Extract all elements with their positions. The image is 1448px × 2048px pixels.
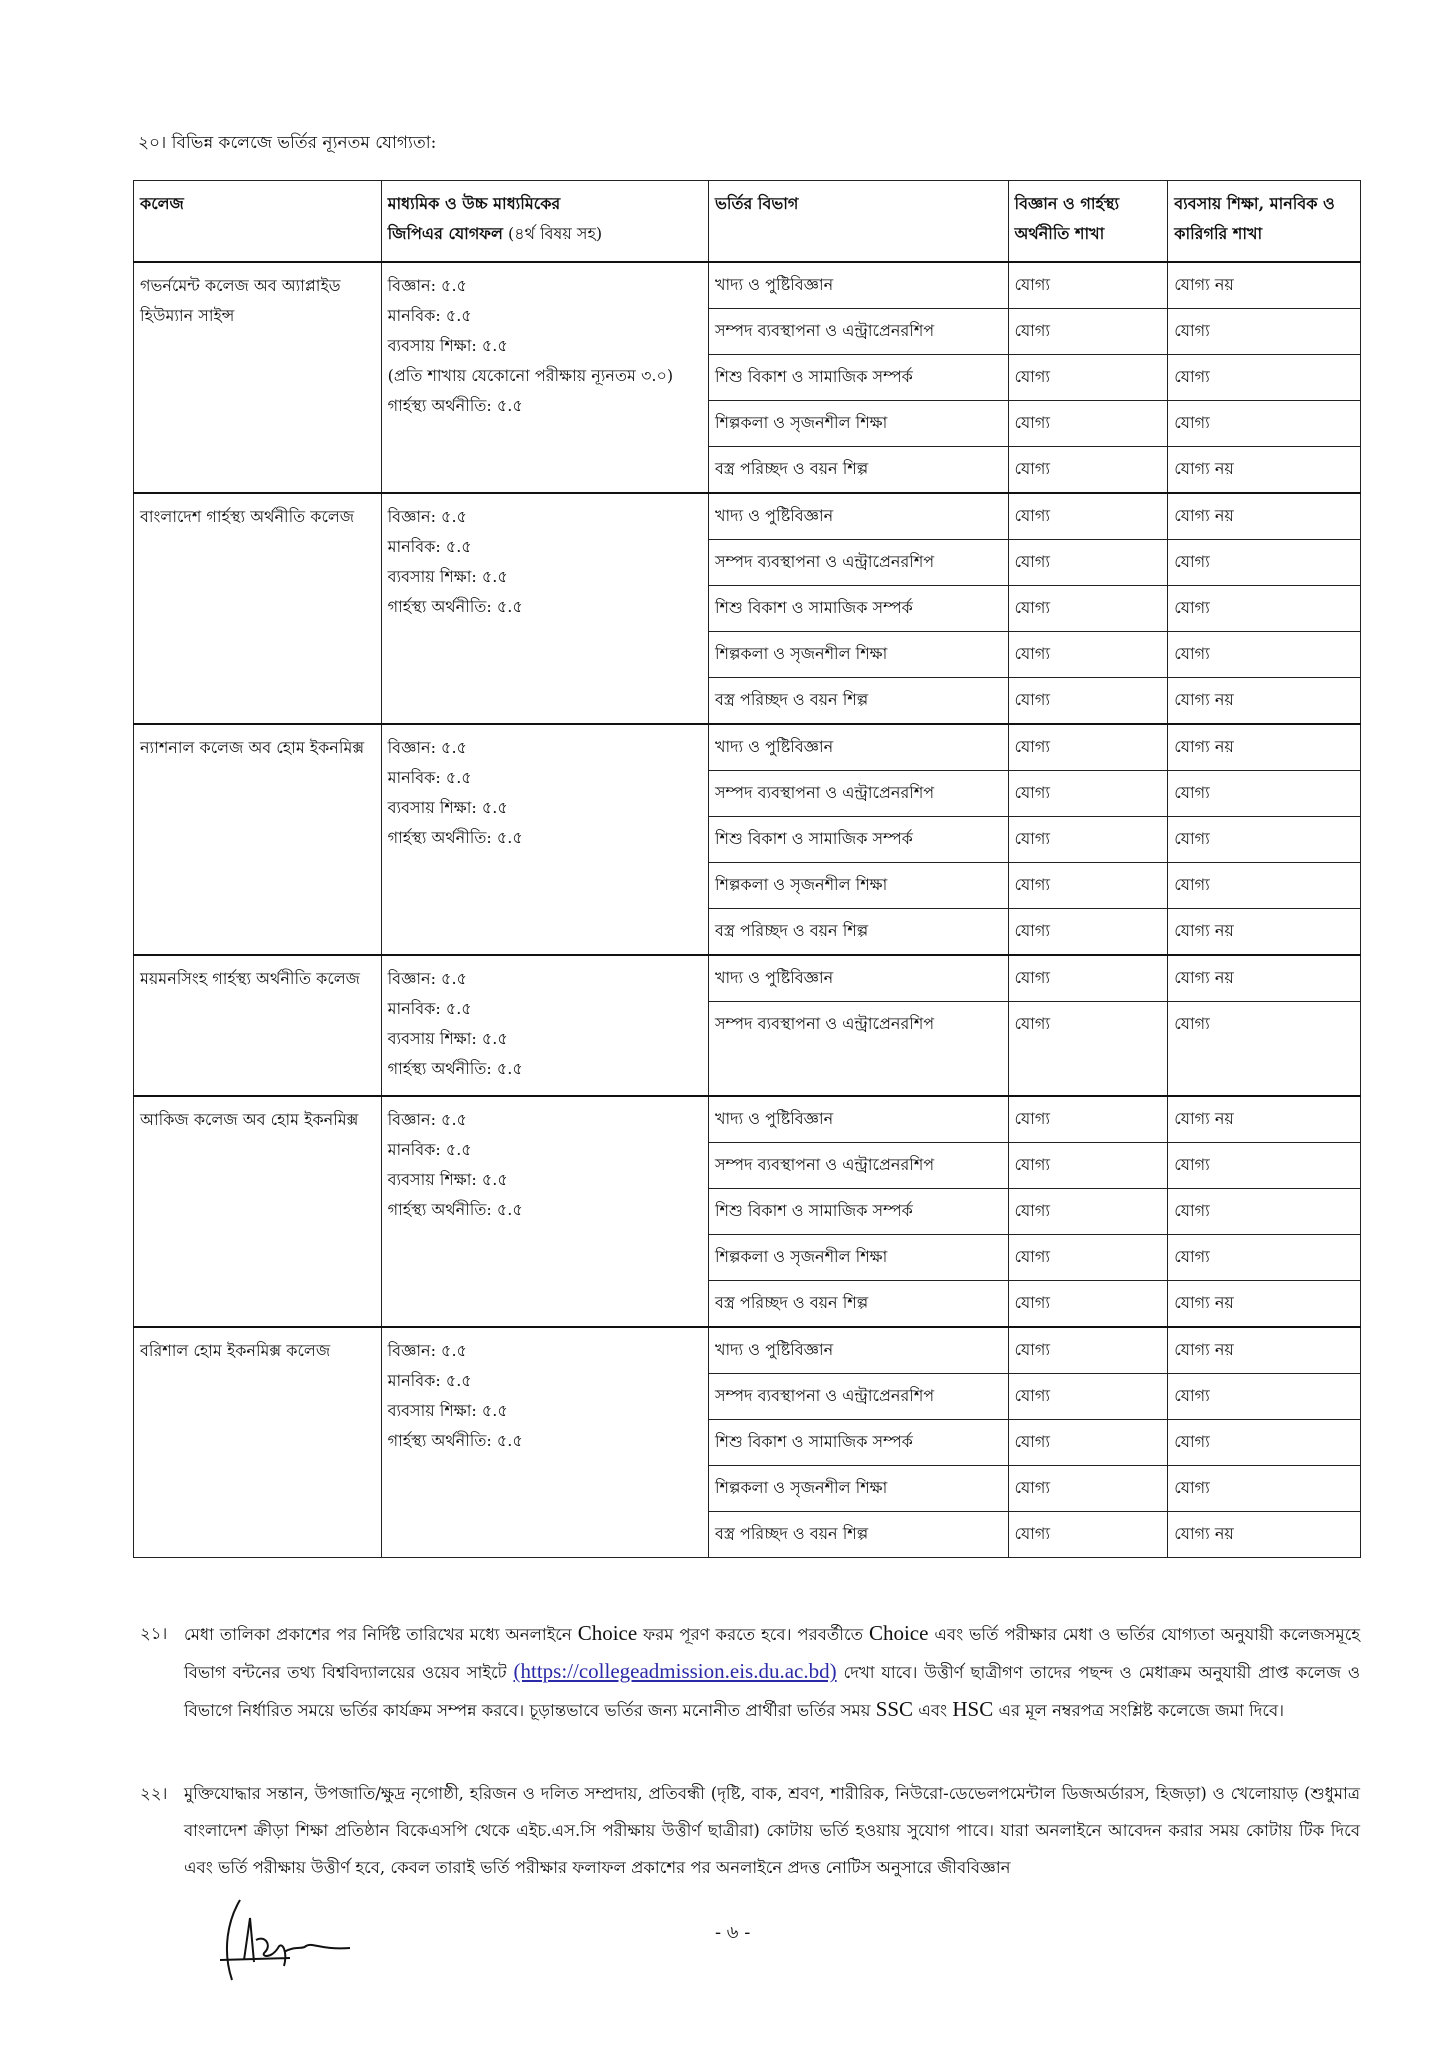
table-row: [134, 493, 1361, 540]
college-name: আকিজ কলেজ অব হোম ইকনমিক্স: [134, 1096, 382, 1327]
header-gpa-line1: মাধ্যমিক ও উচ্চ মাধ্যমিকের: [387, 194, 561, 213]
science-eligibility: যোগ্য: [1008, 1466, 1168, 1512]
department-name: শিল্পকলা ও সৃজনশীল শিক্ষা: [708, 863, 1008, 909]
section-21-text: এবং: [913, 1701, 953, 1720]
department-name: শিশু বিকাশ ও সামাজিক সম্পর্ক: [708, 355, 1008, 401]
department-name: শিশু বিকাশ ও সামাজিক সম্পর্ক: [708, 586, 1008, 632]
department-name: বস্ত্র পরিচ্ছদ ও বয়ন শিল্প: [708, 909, 1008, 956]
department-name: খাদ্য ও পুষ্টিবিজ্ঞান: [708, 1327, 1008, 1374]
department-name: সম্পদ ব্যবস্থাপনা ও এন্ট্রাপ্রেনরশিপ: [708, 540, 1008, 586]
gpa-line: গার্হস্থ্য অর্থনীতি: ৫.৫: [387, 597, 523, 616]
gpa-line: বিজ্ঞান: ৫.৫: [387, 969, 467, 988]
department-name: খাদ্য ও পুষ্টিবিজ্ঞান: [708, 1096, 1008, 1143]
section-22-body: মুক্তিযোদ্ধার সন্তান, উপজাতি/ক্ষুদ্র নৃগোষ্ঠী, হরিজন ও দলিত সম্প্রদায়, প্রতিবন্ধী (দৃষ্টি, বাক, শ্রবণ, শারীরিক, নিউরো-ডেভেলপমেন্টাল ডিজঅর্ডারস, হিজড়া) ও খেলোয়াড় (শুধুমাত্র বাংলাদেশ ক্রীড়া শিক্ষা প্রতিষ্ঠান বিকেএসপি থেকে এইচ.এস.সি পরীক্ষায় উত্তীর্ণ ছাত্রীরা) কোটায় ভর্তি হওয়ায় সুযোগ পাবে। যারা অনলাইনে আবেদন করার সময় কোটায় টিক দিবে এবং ভর্তি পরীক্ষায় উত্তীর্ণ হবে, কেবল তারাই ভর্তি পরীক্ষার ফলাফল প্রকাশের পর অনলাইনে প্রদত্ত নোটিস অনুসারে জীববিজ্ঞান: [184, 1784, 1360, 1877]
section-22-number: ২২।: [140, 1784, 168, 1803]
gpa-line: বিজ্ঞান: ৫.৫: [387, 276, 467, 295]
science-eligibility: যোগ্য: [1008, 1420, 1168, 1466]
choice-term: Choice: [868, 1621, 929, 1645]
other-eligibility: যোগ্য নয়: [1168, 1281, 1361, 1328]
table-row: [134, 262, 1361, 309]
science-eligibility: যোগ্য: [1008, 724, 1168, 771]
science-eligibility: যোগ্য: [1008, 955, 1168, 1002]
section-21-text: এর মূল নম্বরপত্র সংশ্লিষ্ট কলেজে জমা দিবে।: [993, 1701, 1285, 1720]
table-row: [134, 1327, 1361, 1374]
section-21-text: দেখা যাবে। উত্তীর্ণ ছাত্রীগণ তাদের পছন্দ ও মেধাক্রম অনুযায়ী প্রাপ্ত কলেজ ও বিভাগে নির্ধারিত সময়ে ভর্তির কার্যক্রম সম্পন্ন করবে। চূড়ান্তভাবে ভর্তির জন্য মনোনীত প্রার্থীরা ভর্তির সময়: [184, 1663, 1360, 1720]
table-header-row: [134, 181, 1361, 263]
science-eligibility: যোগ্য: [1008, 309, 1168, 355]
department-name: খাদ্য ও পুষ্টিবিজ্ঞান: [708, 955, 1008, 1002]
science-eligibility: যোগ্য: [1008, 632, 1168, 678]
other-eligibility: যোগ্য নয়: [1168, 678, 1361, 725]
science-eligibility: যোগ্য: [1008, 447, 1168, 494]
department-name: খাদ্য ও পুষ্টিবিজ্ঞান: [708, 493, 1008, 540]
choice-term: Choice: [577, 1621, 638, 1645]
other-eligibility: যোগ্য: [1168, 1143, 1361, 1189]
section-20-title: ২০। বিভিন্ন কলেজে ভর্তির ন্যূনতম যোগ্যতা:: [138, 133, 437, 153]
science-eligibility: যোগ্য: [1008, 1512, 1168, 1558]
header-gpa: [381, 181, 708, 263]
gpa-line: গার্হস্থ্য অর্থনীতি: ৫.৫: [387, 1431, 523, 1450]
department-name: সম্পদ ব্যবস্থাপনা ও এন্ট্রাপ্রেনরশিপ: [708, 771, 1008, 817]
eligibility-table: [133, 180, 1361, 1558]
science-eligibility: যোগ্য: [1008, 909, 1168, 956]
other-eligibility: যোগ্য: [1168, 1235, 1361, 1281]
science-eligibility: যোগ্য: [1008, 1327, 1168, 1374]
gpa-requirements: [381, 262, 708, 493]
table-row: [134, 955, 1361, 1002]
ssc-term: SSC: [875, 1697, 914, 1721]
department-name: বস্ত্র পরিচ্ছদ ও বয়ন শিল্প: [708, 447, 1008, 494]
gpa-line: ব্যবসায় শিক্ষা: ৫.৫: [387, 567, 508, 586]
gpa-line: গার্হস্থ্য অর্থনীতি: ৫.৫: [387, 1200, 523, 1219]
gpa-requirements: [381, 1096, 708, 1327]
department-name: বস্ত্র পরিচ্ছদ ও বয়ন শিল্প: [708, 1512, 1008, 1558]
science-eligibility: যোগ্য: [1008, 355, 1168, 401]
science-eligibility: যোগ্য: [1008, 262, 1168, 309]
other-eligibility: যোগ্য: [1168, 309, 1361, 355]
college-name: ন্যাশনাল কলেজ অব হোম ইকনমিক্স: [134, 724, 382, 955]
signature-icon: [210, 1890, 430, 1990]
science-eligibility: যোগ্য: [1008, 771, 1168, 817]
gpa-line: বিজ্ঞান: ৫.৫: [387, 1341, 467, 1360]
science-eligibility: যোগ্য: [1008, 678, 1168, 725]
header-department: ভর্তির বিভাগ: [708, 181, 1008, 263]
science-eligibility: যোগ্য: [1008, 1374, 1168, 1420]
department-name: সম্পদ ব্যবস্থাপনা ও এন্ট্রাপ্রেনরশিপ: [708, 309, 1008, 355]
gpa-requirements: [381, 724, 708, 955]
department-name: বস্ত্র পরিচ্ছদ ও বয়ন শিল্প: [708, 1281, 1008, 1328]
science-eligibility: যোগ্য: [1008, 1096, 1168, 1143]
other-eligibility: যোগ্য নয়: [1168, 955, 1361, 1002]
gpa-line: মানবিক: ৫.৫: [387, 306, 472, 325]
science-eligibility: যোগ্য: [1008, 863, 1168, 909]
header-gpa-line2: জিপিএর যোগফল: [387, 224, 503, 243]
section-21-body: [184, 1615, 1360, 1729]
other-eligibility: যোগ্য নয়: [1168, 909, 1361, 956]
other-eligibility: যোগ্য নয়: [1168, 447, 1361, 494]
other-eligibility: যোগ্য: [1168, 863, 1361, 909]
science-eligibility: যোগ্য: [1008, 1235, 1168, 1281]
gpa-line: ব্যবসায় শিক্ষা: ৫.৫: [387, 798, 508, 817]
department-name: শিশু বিকাশ ও সামাজিক সম্পর্ক: [708, 1420, 1008, 1466]
science-eligibility: যোগ্য: [1008, 1281, 1168, 1328]
header-other-branches: ব্যবসায় শিক্ষা, মানবিক ও কারিগরি শাখা: [1168, 181, 1361, 263]
section-21-number: ২১।: [140, 1624, 168, 1643]
table-body: [134, 262, 1361, 1558]
hsc-term: HSC: [952, 1697, 994, 1721]
department-name: খাদ্য ও পুষ্টিবিজ্ঞান: [708, 262, 1008, 309]
other-eligibility: যোগ্য নয়: [1168, 1096, 1361, 1143]
other-eligibility: যোগ্য: [1168, 817, 1361, 863]
gpa-requirements: [381, 955, 708, 1096]
gpa-line: ব্যবসায় শিক্ষা: ৫.৫: [387, 1170, 508, 1189]
gpa-line: ব্যবসায় শিক্ষা: ৫.৫: [387, 1029, 508, 1048]
table-row: [134, 1096, 1361, 1143]
other-eligibility: যোগ্য: [1168, 401, 1361, 447]
department-name: শিশু বিকাশ ও সামাজিক সম্পর্ক: [708, 817, 1008, 863]
other-eligibility: যোগ্য নয়: [1168, 262, 1361, 309]
other-eligibility: যোগ্য নয়: [1168, 493, 1361, 540]
section-21: [140, 1615, 1360, 1729]
other-eligibility: যোগ্য নয়: [1168, 724, 1361, 771]
gpa-line: ব্যবসায় শিক্ষা: ৫.৫: [387, 336, 508, 355]
department-name: শিল্পকলা ও সৃজনশীল শিক্ষা: [708, 1466, 1008, 1512]
department-name: বস্ত্র পরিচ্ছদ ও বয়ন শিল্প: [708, 678, 1008, 725]
other-eligibility: যোগ্য নয়: [1168, 1512, 1361, 1558]
science-eligibility: যোগ্য: [1008, 1002, 1168, 1097]
admission-website-link[interactable]: (https://collegeadmission.eis.du.ac.bd): [513, 1659, 837, 1683]
section-22: [140, 1775, 1360, 1886]
header-college: কলেজ: [134, 181, 382, 263]
other-eligibility: যোগ্য: [1168, 1002, 1361, 1097]
gpa-line: মানবিক: ৫.৫: [387, 768, 472, 787]
college-name: গভর্নমেন্ট কলেজ অব অ্যাপ্লাইড হিউম্যান সাইন্স: [134, 262, 382, 493]
other-eligibility: যোগ্য: [1168, 355, 1361, 401]
gpa-line: (প্রতি শাখায় যেকোনো পরীক্ষায় ন্যূনতম ৩.০): [387, 366, 674, 385]
department-name: শিল্পকলা ও সৃজনশীল শিক্ষা: [708, 632, 1008, 678]
college-name: বরিশাল হোম ইকনমিক্স কলেজ: [134, 1327, 382, 1558]
gpa-line: ব্যবসায় শিক্ষা: ৫.৫: [387, 1401, 508, 1420]
gpa-requirements: [381, 493, 708, 724]
gpa-line: বিজ্ঞান: ৫.৫: [387, 738, 467, 757]
science-eligibility: যোগ্য: [1008, 586, 1168, 632]
college-name: ময়মনসিংহ গার্হস্থ্য অর্থনীতি কলেজ: [134, 955, 382, 1096]
gpa-line: বিজ্ঞান: ৫.৫: [387, 507, 467, 526]
department-name: সম্পদ ব্যবস্থাপনা ও এন্ট্রাপ্রেনরশিপ: [708, 1002, 1008, 1097]
other-eligibility: যোগ্য: [1168, 1466, 1361, 1512]
gpa-line: মানবিক: ৫.৫: [387, 1371, 472, 1390]
science-eligibility: যোগ্য: [1008, 1189, 1168, 1235]
other-eligibility: যোগ্য: [1168, 1189, 1361, 1235]
gpa-line: গার্হস্থ্য অর্থনীতি: ৫.৫: [387, 828, 523, 847]
gpa-requirements: [381, 1327, 708, 1558]
gpa-line: মানবিক: ৫.৫: [387, 537, 472, 556]
other-eligibility: যোগ্য: [1168, 771, 1361, 817]
department-name: সম্পদ ব্যবস্থাপনা ও এন্ট্রাপ্রেনরশিপ: [708, 1143, 1008, 1189]
gpa-line: মানবিক: ৫.৫: [387, 999, 472, 1018]
department-name: সম্পদ ব্যবস্থাপনা ও এন্ট্রাপ্রেনরশিপ: [708, 1374, 1008, 1420]
section-21-text: ফরম পূরণ করতে হবে। পরবর্তীতে: [637, 1625, 869, 1644]
science-eligibility: যোগ্য: [1008, 1143, 1168, 1189]
department-name: শিল্পকলা ও সৃজনশীল শিক্ষা: [708, 401, 1008, 447]
section-21-text: এবং ভর্তি পরীক্ষার মেধা ও ভর্তির যোগ্যতা অনুযায়ী কলেজসমূহে বিভাগ বন্টনের তথ্য বিশ্ববিদ্যালয়ের ওয়েব সাইটে: [184, 1625, 1361, 1682]
other-eligibility: যোগ্য: [1168, 540, 1361, 586]
header-science-branch: বিজ্ঞান ও গার্হস্থ্য অর্থনীতি শাখা: [1008, 181, 1168, 263]
header-gpa-note: (৪র্থ বিষয় সহ): [502, 224, 603, 243]
gpa-line: গার্হস্থ্য অর্থনীতি: ৫.৫: [387, 1059, 523, 1078]
table-row: [134, 724, 1361, 771]
department-name: শিল্পকলা ও সৃজনশীল শিক্ষা: [708, 1235, 1008, 1281]
other-eligibility: যোগ্য: [1168, 1374, 1361, 1420]
science-eligibility: যোগ্য: [1008, 401, 1168, 447]
other-eligibility: যোগ্য: [1168, 586, 1361, 632]
science-eligibility: যোগ্য: [1008, 817, 1168, 863]
science-eligibility: যোগ্য: [1008, 540, 1168, 586]
gpa-line: গার্হস্থ্য অর্থনীতি: ৫.৫: [387, 396, 523, 415]
page-number: - ৬ -: [715, 1922, 751, 1943]
department-name: শিশু বিকাশ ও সামাজিক সম্পর্ক: [708, 1189, 1008, 1235]
gpa-line: মানবিক: ৫.৫: [387, 1140, 472, 1159]
other-eligibility: যোগ্য: [1168, 1420, 1361, 1466]
gpa-line: বিজ্ঞান: ৫.৫: [387, 1110, 467, 1129]
college-name: বাংলাদেশ গার্হস্থ্য অর্থনীতি কলেজ: [134, 493, 382, 724]
other-eligibility: যোগ্য: [1168, 632, 1361, 678]
science-eligibility: যোগ্য: [1008, 493, 1168, 540]
section-21-text: মেধা তালিকা প্রকাশের পর নির্দিষ্ট তারিখের মধ্যে অনলাইনে: [184, 1625, 578, 1644]
other-eligibility: যোগ্য নয়: [1168, 1327, 1361, 1374]
department-name: খাদ্য ও পুষ্টিবিজ্ঞান: [708, 724, 1008, 771]
